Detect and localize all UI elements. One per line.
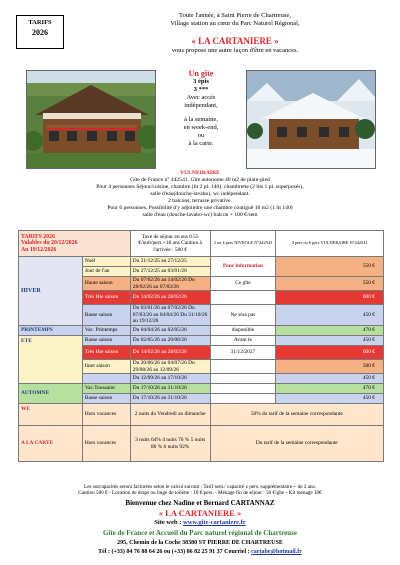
rental-week: à la semaine, bbox=[184, 116, 218, 123]
dates-cell: 2 nuits du Vendredi au dimanche bbox=[130, 404, 210, 426]
desc-line-3: salle d'eau(douche-lavabo), wc indépendant. bbox=[150, 191, 250, 197]
star-rating: 3 *** bbox=[193, 86, 209, 93]
price-cell: 470 € bbox=[276, 384, 384, 394]
note-cell: Ne sera pas bbox=[210, 305, 276, 326]
period-cell: Très Hte saison bbox=[82, 345, 130, 359]
gite-label: Un gîte bbox=[188, 69, 214, 78]
tariff-header-cell: TARIFS 2026 Valables du 20/12/2026 Au 19/12/2026 bbox=[19, 231, 131, 257]
gite-description bbox=[6, 170, 394, 219]
season-hiver: HIVER bbox=[19, 257, 83, 326]
season-a-la-carte: A LA CARTE bbox=[19, 426, 83, 462]
terms-notes bbox=[0, 484, 400, 497]
price-cell: 450 € bbox=[276, 394, 384, 404]
epis-rating: 3 épis bbox=[193, 78, 209, 85]
table-row bbox=[19, 257, 384, 267]
website-line bbox=[0, 519, 400, 526]
season-printemps: PRINTEMPS bbox=[19, 325, 83, 335]
period-cell: Jour de l'an bbox=[82, 267, 130, 277]
rental-weekend: en week-end, bbox=[183, 124, 219, 131]
desc-line-6: salle d'eau (douche-lavabo-wc) balcon + 100 €/sem bbox=[142, 212, 258, 218]
dates-cell: Du 02/05/26 au 20/06/26 bbox=[130, 335, 210, 345]
col-vulneraire-header: 4 pers ou 6 pers VULNERAIRE N°442541 bbox=[276, 231, 384, 257]
site-label: Site web : bbox=[154, 519, 184, 526]
table-header-row bbox=[19, 231, 384, 257]
period-cell bbox=[82, 374, 130, 384]
contact-line bbox=[0, 549, 400, 555]
table-row bbox=[19, 384, 384, 394]
intro-line-1: Toute l'année, à Saint Pierre de Chartreuse, bbox=[179, 12, 291, 19]
price-cell: 600 € bbox=[276, 345, 384, 359]
dates-cell: Du 17/10/26 au 31/10/26 bbox=[130, 384, 210, 394]
dates-cell: Du 12/09/26 au 17/10/26 bbox=[130, 374, 210, 384]
chalet-winter-photo bbox=[246, 70, 376, 169]
note-cell: Ce gîte bbox=[210, 277, 276, 291]
tarif-box-year: 2026 bbox=[32, 28, 48, 37]
period-cell: Vac.Toussaint bbox=[82, 384, 130, 394]
desc-line-1: Gîte de France n° 442541. Gîte autonome 40 m2 de plain-pied bbox=[130, 177, 270, 183]
table-row bbox=[19, 404, 384, 426]
dates-cell: Du 20/06/26 au 04/07/26 Du 29/08/26 au 12/09/26 bbox=[130, 359, 210, 373]
season-we: WE bbox=[19, 404, 83, 426]
notes-line-1: Les surcapacités seront facturées selon le calcul suivant : Tarif sem./ capacité x pers. supplémentaire + de 2 ans. bbox=[84, 484, 316, 490]
info-note-cell: Pour information bbox=[210, 257, 276, 277]
carte-price-cell: Du tarif de la semaine correspondante bbox=[210, 426, 383, 462]
intro-line-3: vous propose une autre façon d'être en vacances. bbox=[171, 47, 299, 54]
note-cell: 31/12/2027 bbox=[210, 345, 276, 359]
col-niveole-header: 2 ou 4 pers NIVEOLE N°442543 bbox=[210, 231, 276, 257]
welcome-line: Bienvenue chez Nadine et Bernard CARTANNAZ bbox=[125, 499, 275, 507]
season-ete: ETE bbox=[19, 335, 83, 383]
tax-header-cell: Taxe de séjour en sus 0.55 €/nuit/pers.+18 ans Caution à l'arrivée : 500 € bbox=[130, 231, 210, 257]
period-cell: Très Hte saison bbox=[82, 291, 130, 305]
org-line: Gîte de France et Accueil du Parc naturel régional de Chartreuse bbox=[102, 529, 298, 537]
website-link[interactable]: www.gite-cartaniere.fr bbox=[183, 519, 246, 526]
dates-cell: 3 nuits 64% 4 nuits 76 % 5 nuits 86 % 6 nuits 92% bbox=[130, 426, 210, 462]
note-cell: disponible bbox=[210, 325, 276, 335]
price-cell: 450 € bbox=[276, 335, 384, 345]
dates-cell: Du 14/02/26 au 28/02/26 bbox=[130, 345, 210, 359]
gite-summary bbox=[159, 70, 243, 148]
period-cell: Haute saison bbox=[82, 277, 130, 291]
dates-cell: Du 21/12/25 au 27/12/25 bbox=[130, 257, 210, 267]
price-cell: 550 € bbox=[276, 277, 384, 291]
dates-cell: Du 07/02/26 au 14/02/26 Du 28/02/26 au 07/03/26 bbox=[130, 277, 210, 291]
address-line: 295, Chemin de la Coche 38380 ST PIERRE DE CHARTREUSE bbox=[117, 540, 283, 546]
rental-carte: à la carte. bbox=[188, 140, 214, 147]
dates-cell: Du 17/10/26 au 31/10/26 bbox=[130, 394, 210, 404]
gite-name: VULNEIRAIRE bbox=[180, 170, 220, 176]
tariff-table bbox=[18, 230, 384, 462]
period-cell: Hors vacances bbox=[82, 426, 130, 462]
period-cell: Hors vacances bbox=[82, 404, 130, 426]
tarif-year-box bbox=[16, 15, 64, 49]
intro-line-2: Village station au cœur du Parc Naturel Régional, bbox=[170, 20, 300, 27]
price-cell: 600 € bbox=[276, 291, 384, 305]
table-row bbox=[19, 325, 384, 335]
desc-line-5: Pour 6 personnes, Possibilité d'y adjoindre une chambre contiguë 10 m2 (1 lit 140) bbox=[107, 205, 293, 211]
price-cell: 450 € bbox=[276, 374, 384, 384]
note-cell bbox=[210, 359, 276, 373]
table-row bbox=[19, 426, 384, 462]
price-cell: 450 € bbox=[276, 305, 384, 326]
header-title: « LA CARTANIERE » bbox=[191, 36, 279, 46]
price-cell: 550 € bbox=[276, 257, 384, 277]
dates-cell: Du 27/12/25 au 03/01/26 bbox=[130, 267, 210, 277]
period-cell: Inter saison bbox=[82, 359, 130, 373]
access-line-2: indépendant, bbox=[184, 102, 218, 109]
dates-cell: Du 14/02/26 au 28/02/26 bbox=[130, 291, 210, 305]
dates-cell: Du 04/04/26 au 02/05/26 bbox=[130, 325, 210, 335]
season-automne: AUTOMNE bbox=[19, 384, 83, 404]
price-cell: 470 € bbox=[276, 325, 384, 335]
period-cell: Basse saison bbox=[82, 305, 130, 326]
rental-or: ou bbox=[197, 132, 205, 139]
chalet-summer-photo bbox=[26, 70, 156, 169]
access-line-1: Avec accès bbox=[186, 94, 216, 101]
desc-line-2: Pour 4 personnes Séjour/cuisine, chambre (lit 2 pl. 140), chambrette (2 lits 1 pl. superposés), bbox=[96, 184, 304, 190]
note-cell bbox=[210, 384, 276, 394]
email-link[interactable]: cartabe@hotmail.fr bbox=[251, 549, 302, 555]
note-cell bbox=[210, 374, 276, 384]
period-cell: Noël bbox=[82, 257, 130, 267]
we-price-cell: 50% du tarif de la semaine correspondante bbox=[210, 404, 383, 426]
notes-line-2: Caution 500 € - Location de draps ou linge de toilette : 10 €/pers. - Ménage fin de séjour : 50 €/gîte - Kit ménage 10€ bbox=[78, 490, 322, 497]
price-cell: 500 € bbox=[276, 359, 384, 373]
tarif-box-label: TARIFS bbox=[28, 19, 52, 26]
dates-cell: Du 03/01/26 au 07/02/26 Du 07/03/26 au 04/04/26 Du 31/10/26 au 19/12/26 bbox=[130, 305, 210, 326]
table-row bbox=[19, 335, 384, 345]
period-cell: Vac. Printemps bbox=[82, 325, 130, 335]
period-cell: Basse saison bbox=[82, 335, 130, 345]
period-cell: Basse saison bbox=[82, 394, 130, 404]
note-cell: Avant le bbox=[210, 335, 276, 345]
desc-line-4: 2 balcons, terrasse privative. bbox=[168, 198, 232, 204]
footer-title: « LA CARTANIERE » bbox=[158, 508, 242, 518]
note-cell bbox=[210, 394, 276, 404]
note-cell bbox=[210, 291, 276, 305]
phone-text: Tél : (+33) 04 76 88 64 26 ou (+33) 06 82 25 91 37 Courriel : bbox=[98, 549, 252, 555]
